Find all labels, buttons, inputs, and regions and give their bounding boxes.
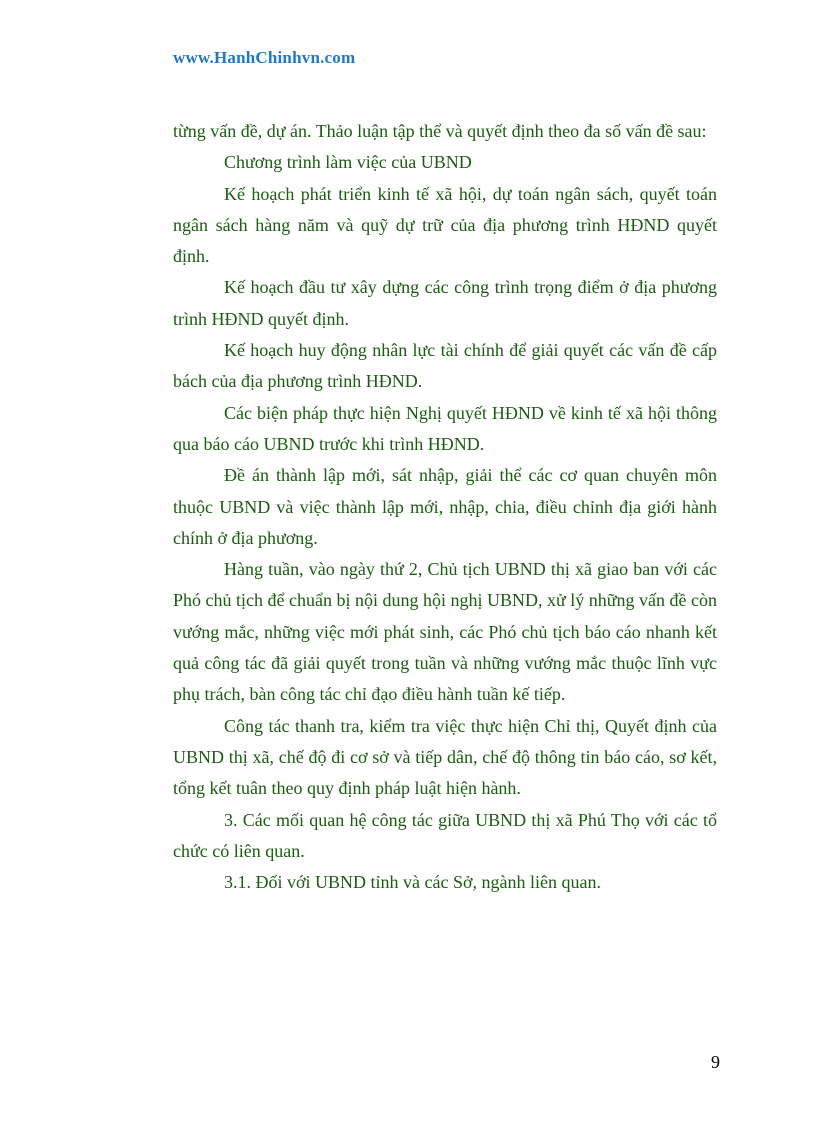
paragraph-inspection: Công tác thanh tra, kiểm tra việc thực hiện Chỉ thị, Quyết định của UBND thị xã, chế độ đi cơ sở và tiếp dân, chế độ thông tin báo cáo, sơ kết, tổng kết tuân theo quy định pháp luật hiện hành. xyxy=(173,715,717,799)
page-number: 9 xyxy=(711,1052,720,1072)
document-body xyxy=(173,116,717,898)
paragraph-economic-plan: Kế hoạch phát triển kinh tế xã hội, dự toán ngân sách, quyết toán ngân sách hàng năm và quỹ dự trữ của địa phương trình HĐND quyết định. xyxy=(173,183,717,267)
paragraph-agency-restructure: Đề án thành lập mới, sát nhập, giải thể các cơ quan chuyên môn thuộc UBND và việc thành lập mới, nhập, chia, điều chỉnh địa giới hành chính ở địa phương. xyxy=(173,465,717,548)
paragraph-work-program: Chương trình làm việc của UBND xyxy=(224,152,472,173)
section-heading-relations: 3. Các mối quan hệ công tác giữa UBND thị xã Phú Thọ với các tổ chức có liên quan. xyxy=(173,809,717,861)
paragraph-resolution-measures: Các biện pháp thực hiện Nghị quyết HĐND về kinh tế xã hội thông qua báo cáo UBND trước khi trình HĐND. xyxy=(173,402,717,454)
website-header-link[interactable]: www.HanhChinhvn.com xyxy=(173,48,356,67)
paragraph-weekly-meeting: Hàng tuần, vào ngày thứ 2, Chủ tịch UBND thị xã giao ban với các Phó chủ tịch để chuẩn bị nội dung hội nghị UBND, xử lý những vấn đề còn vướng mắc, những việc mới phát sinh, các Phó chủ tịch báo cáo nhanh kết quả công tác đã giải quyết trong tuần và những vướng mắc thuộc lĩnh vực phụ trách, bàn công tác chỉ đạo điều hành tuần kế tiếp. xyxy=(173,559,717,705)
paragraph-continuation: từng vấn đề, dự án. Thảo luận tập thể và quyết định theo đa số vấn đề sau: xyxy=(173,121,707,141)
paragraph-resource-mobilization: Kế hoạch huy động nhân lực tài chính để giải quyết các vấn đề cấp bách của địa phương trình HĐND. xyxy=(173,340,717,392)
subsection-heading-provincial: 3.1. Đối với UBND tỉnh và các Sở, ngành liên quan. xyxy=(224,872,601,893)
paragraph-investment-plan: Kế hoạch đầu tư xây dựng các công trình trọng điểm ở địa phương trình HĐND quyết định. xyxy=(173,277,717,329)
